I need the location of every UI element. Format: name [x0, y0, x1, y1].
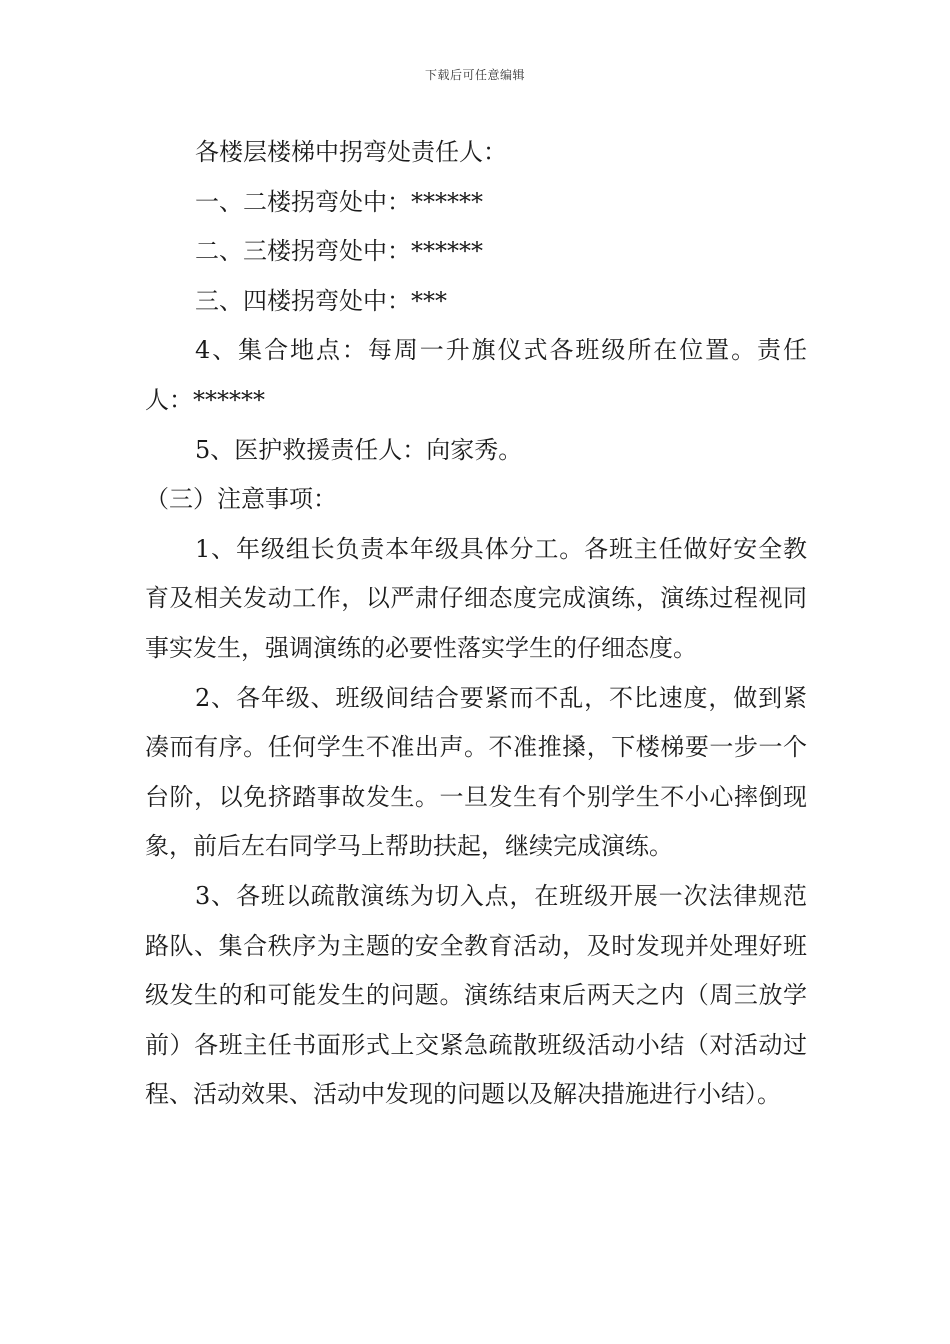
paragraph-note-1: 1、年级组长负责本年级具体分工。各班主任做好安全教育及相关发动工作，以严肃仔细态度完成演练，演练过程视同事实发生，强调演练的必要性落实学生的仔细态度。	[145, 534, 807, 662]
page-header: 下载后可任意编辑	[424, 68, 525, 82]
paragraph-floor-2: 一、二楼拐弯处中：******	[195, 187, 483, 216]
document-body	[145, 128, 807, 1120]
paragraph-floor-3: 二、三楼拐弯处中：******	[195, 237, 483, 266]
paragraph-assembly-point: 4、集合地点：每周一升旗仪式各班级所在位置。责任人：******	[145, 336, 807, 414]
paragraph-stair-heading: 各楼层楼梯中拐弯处责任人：	[195, 138, 507, 166]
paragraph-note-2: 2、各年级、班级间结合要紧而不乱，不比速度，做到紧凑而有序。任何学生不准出声。不准推搡，下楼梯要一步一个台阶，以免挤踏事故发生。一旦发生有个别学生不小心摔倒现象，前后左右同学马上帮助扶起，继续完成演练。	[145, 683, 807, 861]
paragraph-medical: 5、医护救援责任人：向家秀。	[195, 435, 523, 464]
section-heading-notes: （三）注意事项：	[145, 485, 337, 514]
paragraph-note-3: 3、各班以疏散演练为切入点，在班级开展一次法律规范路队、集合秩序为主题的安全教育活动，及时发现并处理好班级发生的和可能发生的问题。演练结束后两天之内（周三放学前）各班主任书面形式上交紧急疏散班级活动小结（对活动过程、活动效果、活动中发现的问题以及解决措施进行小结）。	[145, 881, 807, 1109]
paragraph-floor-4: 三、四楼拐弯处中：***	[195, 286, 447, 315]
